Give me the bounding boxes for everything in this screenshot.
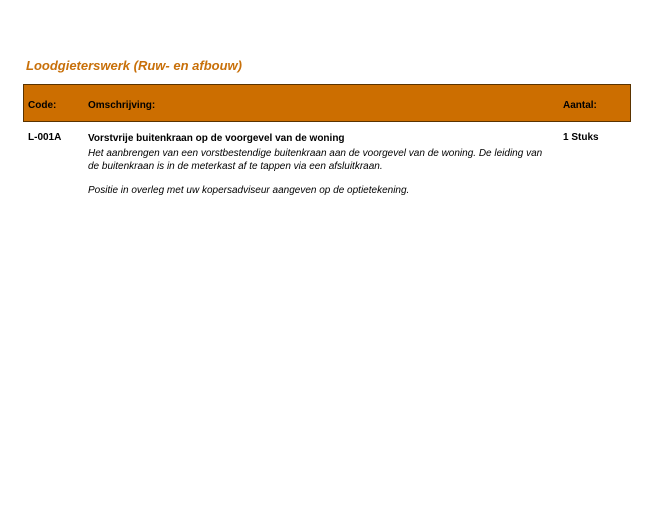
item-quantity: 1 Stuks [563, 132, 599, 143]
column-header-description: Omschrijving: [88, 100, 156, 111]
section-title: Loodgieterswerk (Ruw- en afbouw) [26, 58, 242, 73]
item-code: L-001A [28, 132, 62, 143]
column-header-quantity: Aantal: [563, 100, 597, 111]
item-note: Positie in overleg met uw kopersadviseur aangeven op de optietekening. [88, 185, 410, 196]
item-description: Het aanbrengen van een vorstbestendige buitenkraan aan de voorgevel van de woning. De leiding van de buitenkraan is in de meterkast af te tappen via een afsluitkraan. [88, 148, 543, 172]
item-title: Vorstvrije buitenkraan op de voorgevel van de woning [88, 133, 345, 144]
item-description-cell [88, 132, 543, 198]
table-header [23, 84, 631, 122]
column-header-code: Code: [28, 100, 57, 111]
